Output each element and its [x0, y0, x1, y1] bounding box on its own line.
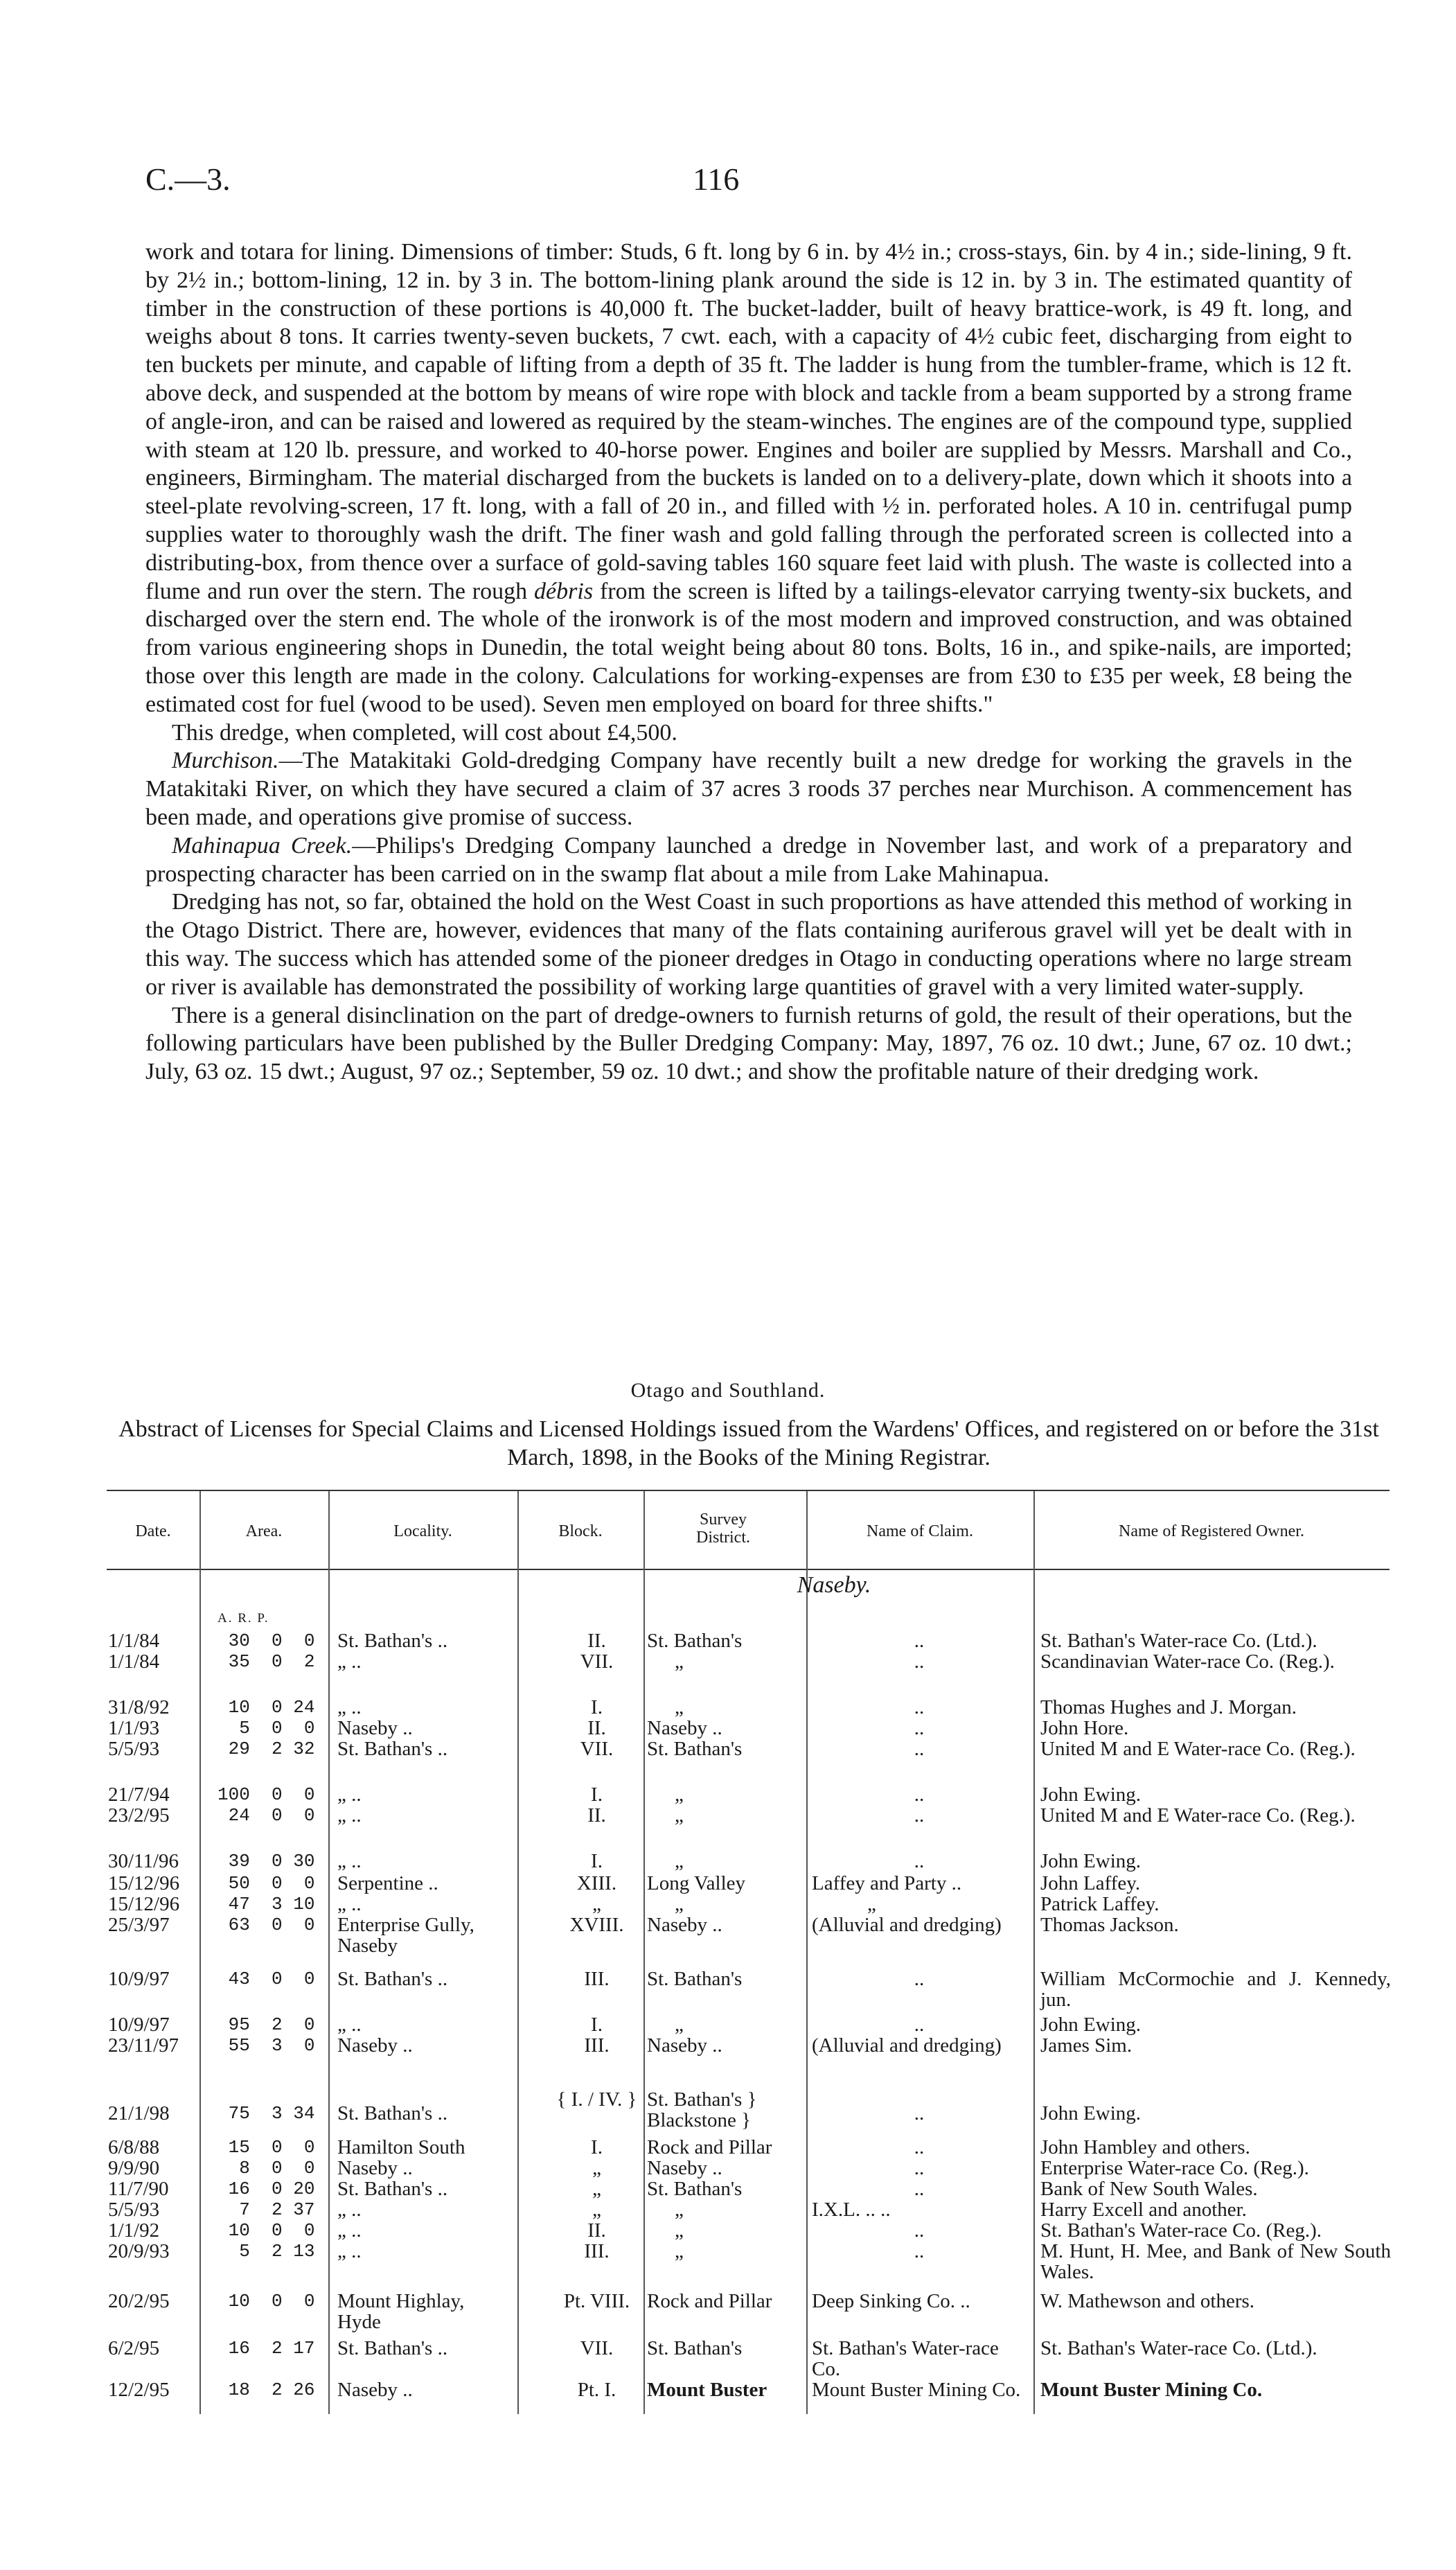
- area-units-label: A. R. P.: [217, 1611, 269, 1626]
- column-divider: [328, 1491, 330, 2414]
- column-divider: [1033, 1491, 1035, 2414]
- paragraph-murchison: Murchison.—The Matakitaki Gold-dredging Company have recently built a new dredge for working the gravels in the Matakitaki River, on which they have secured a claim of 37 acres 3 roods 37 perches near Murchison. A commencement has been made, and operations give promise of success.: [145, 748, 1352, 830]
- header-survey: Survey District.: [696, 1511, 750, 1547]
- paragraph-mahinapua: Mahinapua Creek.—Philips's Dredging Company launched a dredge in November last, and work of a preparatory and prospecting character has been carried on in the swamp flat about a mile from Lake Mahinapua.: [145, 832, 1352, 887]
- paragraph-returns: There is a general disinclination on the part of dredge-owners to furnish returns of gold, the result of their operations, but the following particulars have been published by the Buller Dredging Company: May, 1897, 76 oz. 10 dwt.; June, 67 oz. 10 dwt.; July, 63 oz. 15 dwt.; August, 97 oz.; September, 59 oz. 10 dwt.; and show the profitable nature of their dredging work.: [145, 1002, 1352, 1085]
- paragraph-cost: This dredge, when completed, will cost about £4,500.: [172, 719, 677, 746]
- header-area: Area.: [245, 1522, 283, 1540]
- body-text: [145, 238, 1352, 1086]
- header-owner: Name of Registered Owner.: [1119, 1522, 1304, 1540]
- table-header-rule: [107, 1569, 1390, 1570]
- header-date: Date.: [135, 1522, 171, 1540]
- licenses-table: Date. Area. Locality. Block. Survey District. Name of Claim. Name of Registered Owner. Naseby. A. R. P. 1/1/84 30 0 0 St. Bathan's .. II. St. Bathan's .. St. Bathan's Water-race Co. (Ltd.). 1/1/84 35 0 2 „ .. VII. „ .. Scandinavian Water-race Co. (Reg.). 31/8/92 10 0 24 „ .. I. „ .. Thomas Hughes and J. Morgan. 1/1/93 5 0 0 Naseby .. II. Naseby .. .. John Hore. 5/5/93 29 2 32 St. Bathan's .. VII. St. Bathan's .. United M and E Water-race Co. (Reg.). 21/7/94 100 0 0 „ .. I. „ .. John Ewing. 23/2/95 24 0 0 „ .. II. „ .. United M and E Water-race Co. (Reg.). 30/11/96 39 0 30 „ .. I. „ .. John Ewing. 15/12/96 50 0 0 Serpentine .. XIII. Long Valley Laffey and Party .. John Laffey. 15/12/96 47 3 10 „ .. „ „ „ Patrick Laffey. 25/3/97 63 0 0 Enterprise Gully, Naseby XVIII. Naseby .. (Alluvial and dredging) Thomas Jackson. 10/9/97 43 0 0 St. Bathan's .. III. St. Bathan's .. William McCormochie and J. Kennedy, jun. 10/9/97 95 2 0 „ .. I. „ .. John Ewing. 23/11/97 55 3 0 Naseby .. III. Naseby .. (Alluvial and dredging) James Sim. 21/1/98 75 3 34 St. Bathan's .. { I. / IV. } St. Bathan's } Blackstone } .. John Ewing. 6/8/88 15 0 0 Hamilton South I. Rock and Pillar .. John Hambley and others. 9/9/90 8 0 0 Naseby .. „ Naseby .. .. Enterprise Water-race Co. (Reg.). 11/7/90 16 0 20 St. Bathan's .. „ St. Bathan's .. Bank of New South Wales. 5/5/93 7 2 37 „ .. „ „ I.X.L. .. .. Harry Excell and another. 1/1/92 10 0 0 „ .. II. „ .. St. Bathan's Water-race Co. (Reg.). 20/9/93 5 2 13 „ .. III. „ .. M. Hunt, H. Mee, and Bank of New South Wales. 20/2/95 10 0 0 Mount Highlay, Hyde Pt. VIII. Rock and Pillar Deep Sinking Co. .. W. Mathewson and others. 6/2/95 16 2 17 St. Bathan's .. VII. St. Bathan's St. Bathan's Water-race Co. St. Bathan's Water-race Co. (Ltd.). 12/2/95 18 2 26 Naseby .. Pt. I. Mount Buster Mount Buster Mining Co. Mount Buster Mining Co.: [107, 1484, 1390, 2420]
- column-divider: [517, 1491, 519, 2414]
- header-block: Block.: [558, 1522, 603, 1540]
- column-divider: [643, 1491, 645, 2414]
- report-code: C.—3.: [145, 161, 231, 197]
- column-divider: [199, 1491, 201, 2414]
- table-top-rule: [107, 1490, 1390, 1491]
- header-locality: Locality.: [393, 1522, 452, 1540]
- paragraph-timber: work and totara for lining. Dimensions of timber: Studs, 6 ft. long by 6 in. by 4½ in.; cross-stays, 6in. by 4 in.; side-lining, 9 ft. by 2½ in.; bottom-lining, 12 in. by 3 in. The bottom-lining plank around the side is 12 in. by 3 in. The estimated quantity of timber in the construction of these portions is 40,000 ft. The bucket-ladder, built of heavy brattice-work, is 49 ft. long, and weighs about 8 tons. It carries twenty-seven buckets, 7 cwt. each, with a capacity of 4½ cubic feet, discharging from eight to ten buckets per minute, and capable of lifting from a depth of 35 ft. The ladder is hung from the tumbler-frame, which is 12 ft. above deck, and suspended at the bottom by means of wire rope with block and tackle from a beam supported by a strong frame of angle-iron, and can be raised and lowered as required by the steam-winches. The engines are of the compound type, supplied with steam at 120 lb. pressure, and worked to 40-horse power. Engines and boiler are supplied by Messrs. Marshall and Co., engineers, Birmingham. The material discharged from the buckets is landed on to a delivery-plate, down which it shoots into a steel-plate revolving-screen, 17 ft. long, with a fall of 20 in., and filled with ½ in. perforated holes. A 10 in. centrifugal pump supplies water to thoroughly wash the drift. The finer wash and gold falling through the perforated screen is collected into a distributing-box, from thence over a surface of gold-saving tables 160 square feet laid with plush. The waste is collected into a flume and run over the stern. The rough débris from the screen is lifted by a tailings-elevator carrying twenty-six buckets, and discharged over the stern end. The whole of the ironwork is of the most modern and improved construction, and was obtained from various engineering shops in Dunedin, the total weight being about 80 tons. Bolts, 16 in., and spike-nails, are imported; those over this length are made in the colony. Calculations for working-expenses are from £30 to £35 per week, £8 being the estimated cost for fuel (wood to be used). Seven men employed on board for three shifts.": [145, 239, 1353, 717]
- abstract-title: Abstract of Licenses for Special Claims and Licensed Holdings issued from the Wardens' Offices, and registered on or before the 31st March, 1898, in the Books of the Mining Registrar.: [118, 1416, 1379, 1470]
- header-claim: Name of Claim.: [867, 1522, 973, 1540]
- district-group-label: Naseby.: [797, 1572, 871, 1598]
- section-title: Otago and Southland.: [630, 1379, 826, 1402]
- paragraph-dredging: Dredging has not, so far, obtained the hold on the West Coast in such proportions as have attended this method of working in the Otago District. There are, however, evidences that many of the flats containing auriferous gravel will yet be dealt with in this way. The success which has attended some of the pioneer dredges in Otago in conducting operations where no large stream or river is available has demonstrated the possibility of working large quantities of gravel with a very limited water-supply.: [145, 889, 1352, 1000]
- page-number: 116: [693, 161, 740, 197]
- column-divider: [806, 1491, 808, 2414]
